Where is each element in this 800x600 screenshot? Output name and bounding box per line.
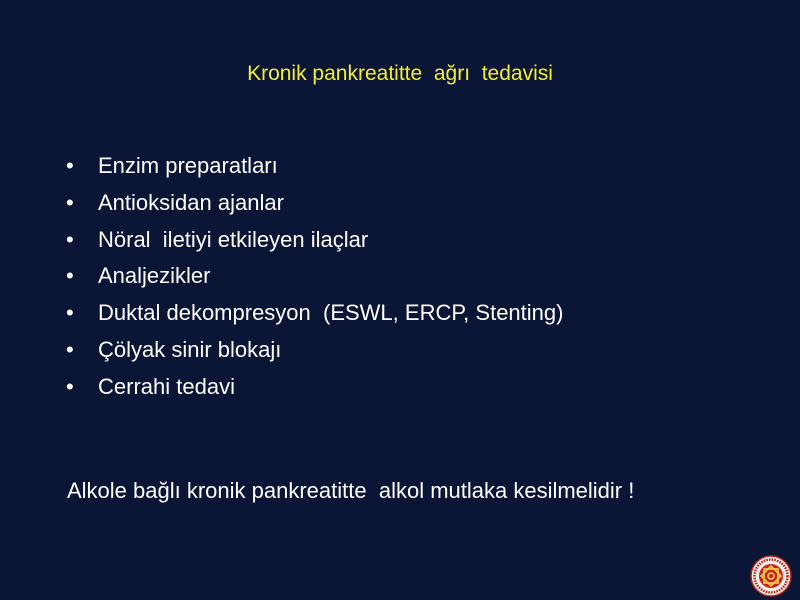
bullet-text: Cerrahi tedavi — [98, 373, 235, 399]
list-item — [66, 222, 563, 259]
list-item — [66, 185, 563, 222]
bullet-text: Nöral iletiyi etkileyen ilaçlar — [98, 226, 369, 252]
bullet-text: Çölyak sinir blokajı — [98, 336, 282, 362]
bullet-text: Analjezikler — [98, 263, 211, 289]
bullet-dot: • — [66, 263, 74, 289]
slide-title: Kronik pankreatitte ağrı tedavisi — [247, 62, 553, 85]
bullet-dot: • — [66, 153, 74, 178]
bullet-dot: • — [66, 336, 74, 362]
list-item — [66, 332, 563, 369]
bullet-dot: • — [66, 189, 74, 215]
bullet-list — [66, 148, 563, 406]
bullet-dot: • — [66, 226, 74, 252]
university-seal-icon — [750, 555, 792, 597]
list-item — [66, 148, 563, 185]
list-item — [66, 369, 563, 406]
bullet-text: Enzim preparatları — [98, 153, 278, 178]
bullet-text: Antioksidan ajanlar — [98, 189, 284, 215]
list-item — [66, 258, 563, 295]
alcohol-note: Alkole bağlı kronik pankreatitte alkol mutlaka kesilmelidir ! — [67, 478, 635, 503]
list-item — [66, 295, 563, 332]
bullet-dot: • — [66, 373, 74, 399]
bullet-dot: • — [66, 300, 74, 326]
bullet-text: Duktal dekompresyon (ESWL, ERCP, Stenting) — [98, 300, 564, 326]
